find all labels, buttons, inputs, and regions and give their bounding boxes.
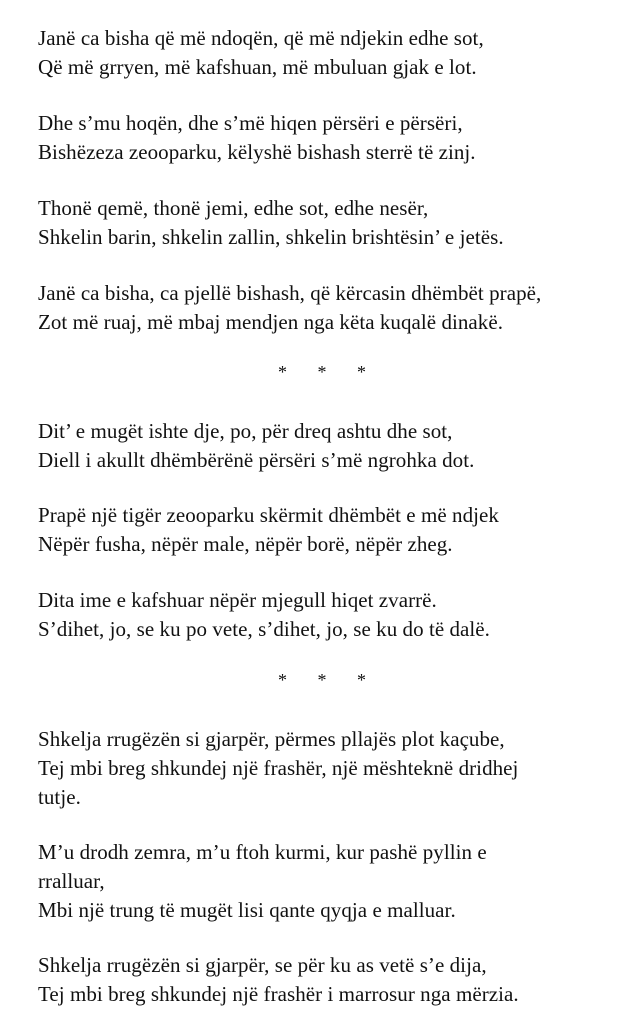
poem-line: rralluar, bbox=[38, 869, 105, 893]
poem-line: Nëpër fusha, nëpër male, nëpër borë, nëpër zheg. bbox=[38, 532, 453, 556]
poem-line: S’dihet, jo, se ku po vete, s’dihet, jo, se ku do të dalë. bbox=[38, 617, 490, 641]
poem-line: Tej mbi breg shkundej një frashër, një mështeknë dridhej bbox=[38, 756, 519, 780]
poem-line: Dhe s’mu hoqën, dhe s’më hiqen përsëri e përsëri, bbox=[38, 111, 463, 135]
poem-line: Shkelin barin, shkelin zallin, shkelin brishtësin’ e jetës. bbox=[38, 225, 504, 249]
poem-line: Shkelja rrugëzën si gjarpër, se për ku as vetë s’e dija, bbox=[38, 953, 487, 977]
poem-line: tutje. bbox=[38, 785, 81, 809]
poem-line: Shkelja rrugëzën si gjarpër, përmes pllajës plot kaçube, bbox=[38, 727, 505, 751]
poem-line: Zot më ruaj, më mbaj mendjen nga këta kuqalë dinakë. bbox=[38, 310, 504, 334]
poem-line: Mbi një trung të mugët lisi qante qyqja e malluar. bbox=[38, 898, 456, 922]
poem-line: Bishëzeza zeooparku, këlyshë bishash sterrë të zinj. bbox=[38, 140, 476, 164]
section-separator: * * * bbox=[278, 670, 366, 690]
poem-line: M’u drodh zemra, m’u ftoh kurmi, kur pashë pyllin e bbox=[38, 840, 487, 864]
poem-line: Tej mbi breg shkundej një frashër i marrosur nga mërzia. bbox=[38, 982, 519, 1006]
poem-line: Që më grryen, më kafshuan, më mbuluan gjak e lot. bbox=[38, 55, 477, 79]
poem-line: Diell i akullt dhëmbërënë përsëri s’më ngrohka dot. bbox=[38, 448, 475, 472]
poem-line: Dita ime e kafshuar nëpër mjegull hiqet zvarrë. bbox=[38, 588, 437, 612]
poem-line: Janë ca bisha që më ndoqën, që më ndjekin edhe sot, bbox=[38, 26, 484, 50]
poem-line: Dit’ e mugët ishte dje, po, për dreq ashtu dhe sot, bbox=[38, 419, 453, 443]
poem-line: Janë ca bisha, ca pjellë bishash, që kërcasin dhëmbët prapë, bbox=[38, 281, 542, 305]
poem-line: Thonë qemë, thonë jemi, edhe sot, edhe nesër, bbox=[38, 196, 429, 220]
section-separator: * * * bbox=[278, 362, 366, 382]
poem-line: Prapë një tigër zeooparku skërmit dhëmbët e më ndjek bbox=[38, 503, 499, 527]
